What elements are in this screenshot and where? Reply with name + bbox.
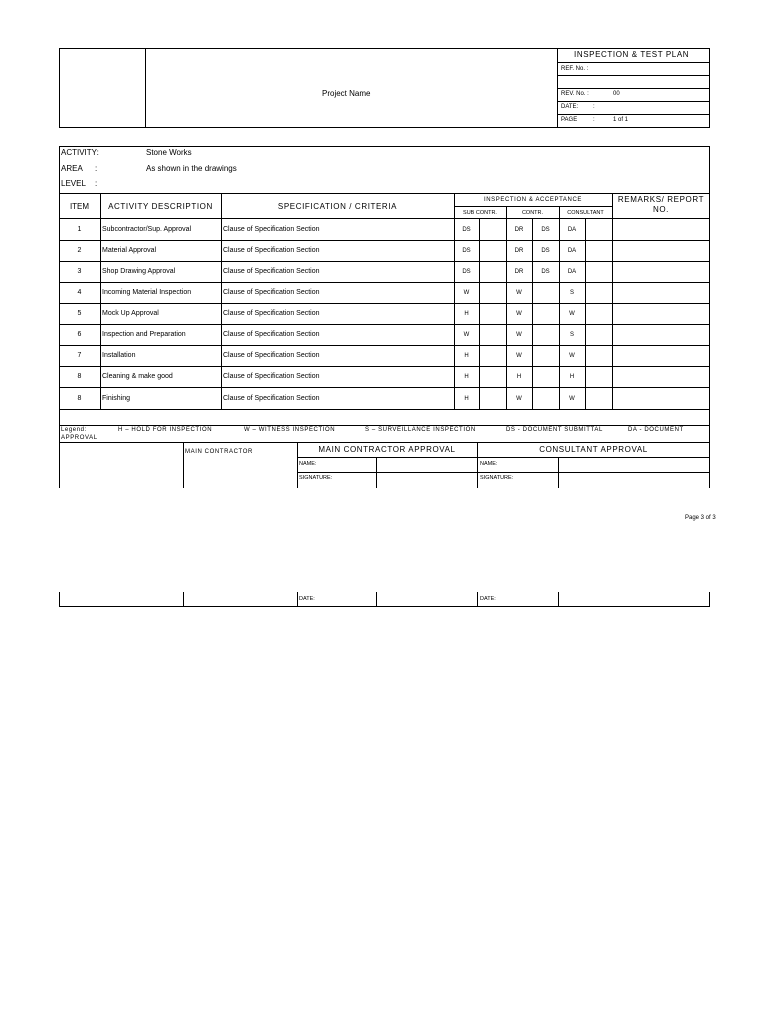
row-consultant: W	[569, 395, 575, 402]
page-colon: :	[593, 117, 595, 123]
area-colon: :	[95, 164, 98, 173]
col-header-sub-contr: SUB CONTR.	[463, 209, 497, 216]
page-value: 1 of 1	[613, 117, 629, 123]
rev-value: 00	[613, 91, 620, 97]
row-spec: Clause of Specification Section	[223, 310, 320, 317]
row-activity: Incoming Material Inspection	[102, 289, 192, 296]
activity-value: Stone Works	[146, 148, 192, 157]
divider	[100, 193, 101, 409]
divider	[59, 606, 710, 607]
row-contr-1: W	[516, 395, 522, 402]
legend-witness: W – WITNESS INSPECTION	[244, 427, 336, 433]
row-contr-1: W	[516, 352, 522, 359]
form-title: INSPECTION & TEST PLAN	[574, 50, 690, 59]
activity-label: ACTIVITY:	[61, 148, 99, 157]
divider	[183, 592, 184, 606]
rev-label: REV. No. :	[561, 91, 589, 97]
col-header-remarks: REMARKS/ REPORT	[617, 195, 705, 204]
row-contr-2	[532, 388, 559, 409]
row-item: 8	[77, 395, 82, 402]
divider	[585, 218, 586, 409]
row-sub-contr: DS	[462, 226, 471, 233]
row-sub-contr: H	[464, 373, 469, 380]
row-consultant: DA	[567, 247, 577, 254]
row-activity: Inspection and Preparation	[102, 331, 186, 338]
divider	[477, 592, 478, 606]
row-contr-2	[532, 324, 559, 345]
col-header-activity: ACTIVITY DESCRIPTION	[108, 201, 213, 211]
col-header-inspection: INSPECTION & ACCEPTANCE	[483, 197, 583, 203]
row-spec: Clause of Specification Section	[223, 289, 320, 296]
divider	[557, 114, 710, 115]
row-activity: Cleaning & make good	[102, 373, 173, 380]
divider	[557, 88, 710, 89]
row-contr-2: DS	[541, 226, 550, 233]
row-sub-contr: H	[464, 352, 469, 359]
row-spec: Clause of Specification Section	[223, 268, 320, 275]
legend-approval: DA - DOCUMENT	[628, 427, 684, 433]
contractor-date-label: DATE:	[299, 596, 315, 602]
divider	[297, 592, 298, 606]
divider	[221, 193, 222, 409]
row-item: 5	[77, 310, 82, 317]
row-activity: Material Approval	[102, 247, 157, 254]
page-label: PAGE	[561, 117, 578, 123]
contractor-signature-label: SIGNATURE:	[299, 475, 333, 481]
area-value: As shown in the drawings	[146, 164, 237, 173]
divider	[557, 75, 710, 76]
consultant-date-label: DATE:	[480, 596, 496, 602]
divider	[59, 592, 60, 606]
legend-label: Legend:	[61, 427, 87, 433]
row-item: 2	[77, 247, 82, 254]
legend-submittal: DS - DOCUMENT SUBMITTAL	[506, 427, 603, 433]
divider	[145, 48, 146, 128]
consultant-signature-label: SIGNATURE:	[480, 475, 514, 481]
area-label: AREA	[61, 164, 83, 173]
row-contr-1: W	[516, 289, 522, 296]
row-consultant: DA	[567, 268, 577, 275]
row-item: 4	[77, 289, 82, 296]
legend-surveillance: S – SURVEILLANCE INSPECTION	[365, 427, 476, 433]
col-header-contr: CONTR.	[521, 209, 544, 216]
row-consultant: S	[569, 331, 574, 338]
row-spec: Clause of Specification Section	[223, 352, 320, 359]
row-item: 6	[77, 331, 82, 338]
col-header-consultant: CONSULTANT	[567, 209, 604, 216]
page-indicator: Page 3 of 3	[685, 515, 716, 521]
row-spec: Clause of Specification Section	[223, 373, 320, 380]
row-spec: Clause of Specification Section	[223, 226, 320, 233]
col-header-item: ITEM	[69, 201, 90, 211]
row-spec: Clause of Specification Section	[223, 247, 320, 254]
row-contr-2	[532, 303, 559, 324]
main-contractor-approval-title: MAIN CONTRACTOR APPROVAL	[318, 445, 456, 454]
row-consultant: H	[569, 373, 575, 380]
row-item: 7	[77, 352, 82, 359]
consultant-approval-title: CONSULTANT APPROVAL	[539, 445, 648, 454]
row-sub-contr: H	[464, 310, 469, 317]
divider	[479, 218, 480, 409]
divider	[557, 62, 710, 63]
divider	[612, 193, 613, 409]
divider	[557, 101, 710, 102]
row-activity: Subcontractor/Sup. Approval	[102, 226, 192, 233]
main-contractor-label: MAIN CONTRACTOR	[185, 449, 253, 455]
row-contr-1: DR	[514, 268, 524, 275]
divider	[59, 409, 710, 410]
row-activity: Shop Drawing Approval	[102, 268, 176, 275]
row-consultant: W	[569, 310, 575, 317]
row-consultant: DA	[567, 226, 577, 233]
row-contr-2	[532, 345, 559, 366]
divider	[376, 592, 377, 606]
row-item: 1	[77, 226, 82, 233]
row-contr-1: W	[516, 310, 522, 317]
row-contr-2: DS	[541, 268, 550, 275]
row-sub-contr: H	[464, 395, 469, 402]
row-contr-2: DS	[541, 247, 550, 254]
consultant-name-label: NAME:	[480, 461, 498, 467]
divider	[558, 592, 559, 606]
date-label: DATE:	[561, 104, 579, 110]
row-sub-contr: W	[463, 289, 470, 296]
row-spec: Clause of Specification Section	[223, 331, 320, 338]
level-label: LEVEL	[61, 179, 86, 188]
divider	[59, 442, 710, 443]
level-colon: :	[95, 179, 98, 188]
row-item: 8	[77, 373, 82, 380]
row-sub-contr: DS	[462, 247, 471, 254]
row-consultant: W	[569, 352, 575, 359]
row-contr-2	[532, 282, 559, 303]
ref-label: REF. No. :	[561, 66, 589, 72]
contractor-name-label: NAME:	[299, 461, 317, 467]
row-contr-1: W	[516, 331, 522, 338]
legend-hold: H – HOLD FOR INSPECTION	[118, 427, 213, 433]
row-consultant: S	[569, 289, 574, 296]
divider	[709, 592, 710, 606]
legend-approval-cont: APPROVAL	[61, 435, 98, 441]
divider	[297, 472, 710, 473]
row-activity: Mock Up Approval	[102, 310, 159, 317]
row-sub-contr: W	[463, 331, 470, 338]
project-name: Project Name	[322, 89, 371, 98]
divider	[183, 442, 184, 488]
row-activity: Installation	[102, 352, 136, 359]
row-sub-contr: DS	[462, 268, 471, 275]
row-contr-1: H	[516, 373, 522, 380]
divider	[297, 457, 710, 458]
row-spec: Clause of Specification Section	[223, 395, 320, 402]
date-colon: :	[593, 104, 595, 110]
row-item: 3	[77, 268, 82, 275]
row-contr-1: DR	[514, 226, 524, 233]
row-contr-2	[532, 366, 559, 387]
col-header-remarks-no: NO.	[652, 205, 670, 214]
row-activity: Finishing	[102, 395, 131, 402]
divider	[59, 425, 710, 426]
col-header-spec: SPECIFICATION / CRITERIA	[277, 201, 398, 211]
row-contr-1: DR	[514, 247, 524, 254]
